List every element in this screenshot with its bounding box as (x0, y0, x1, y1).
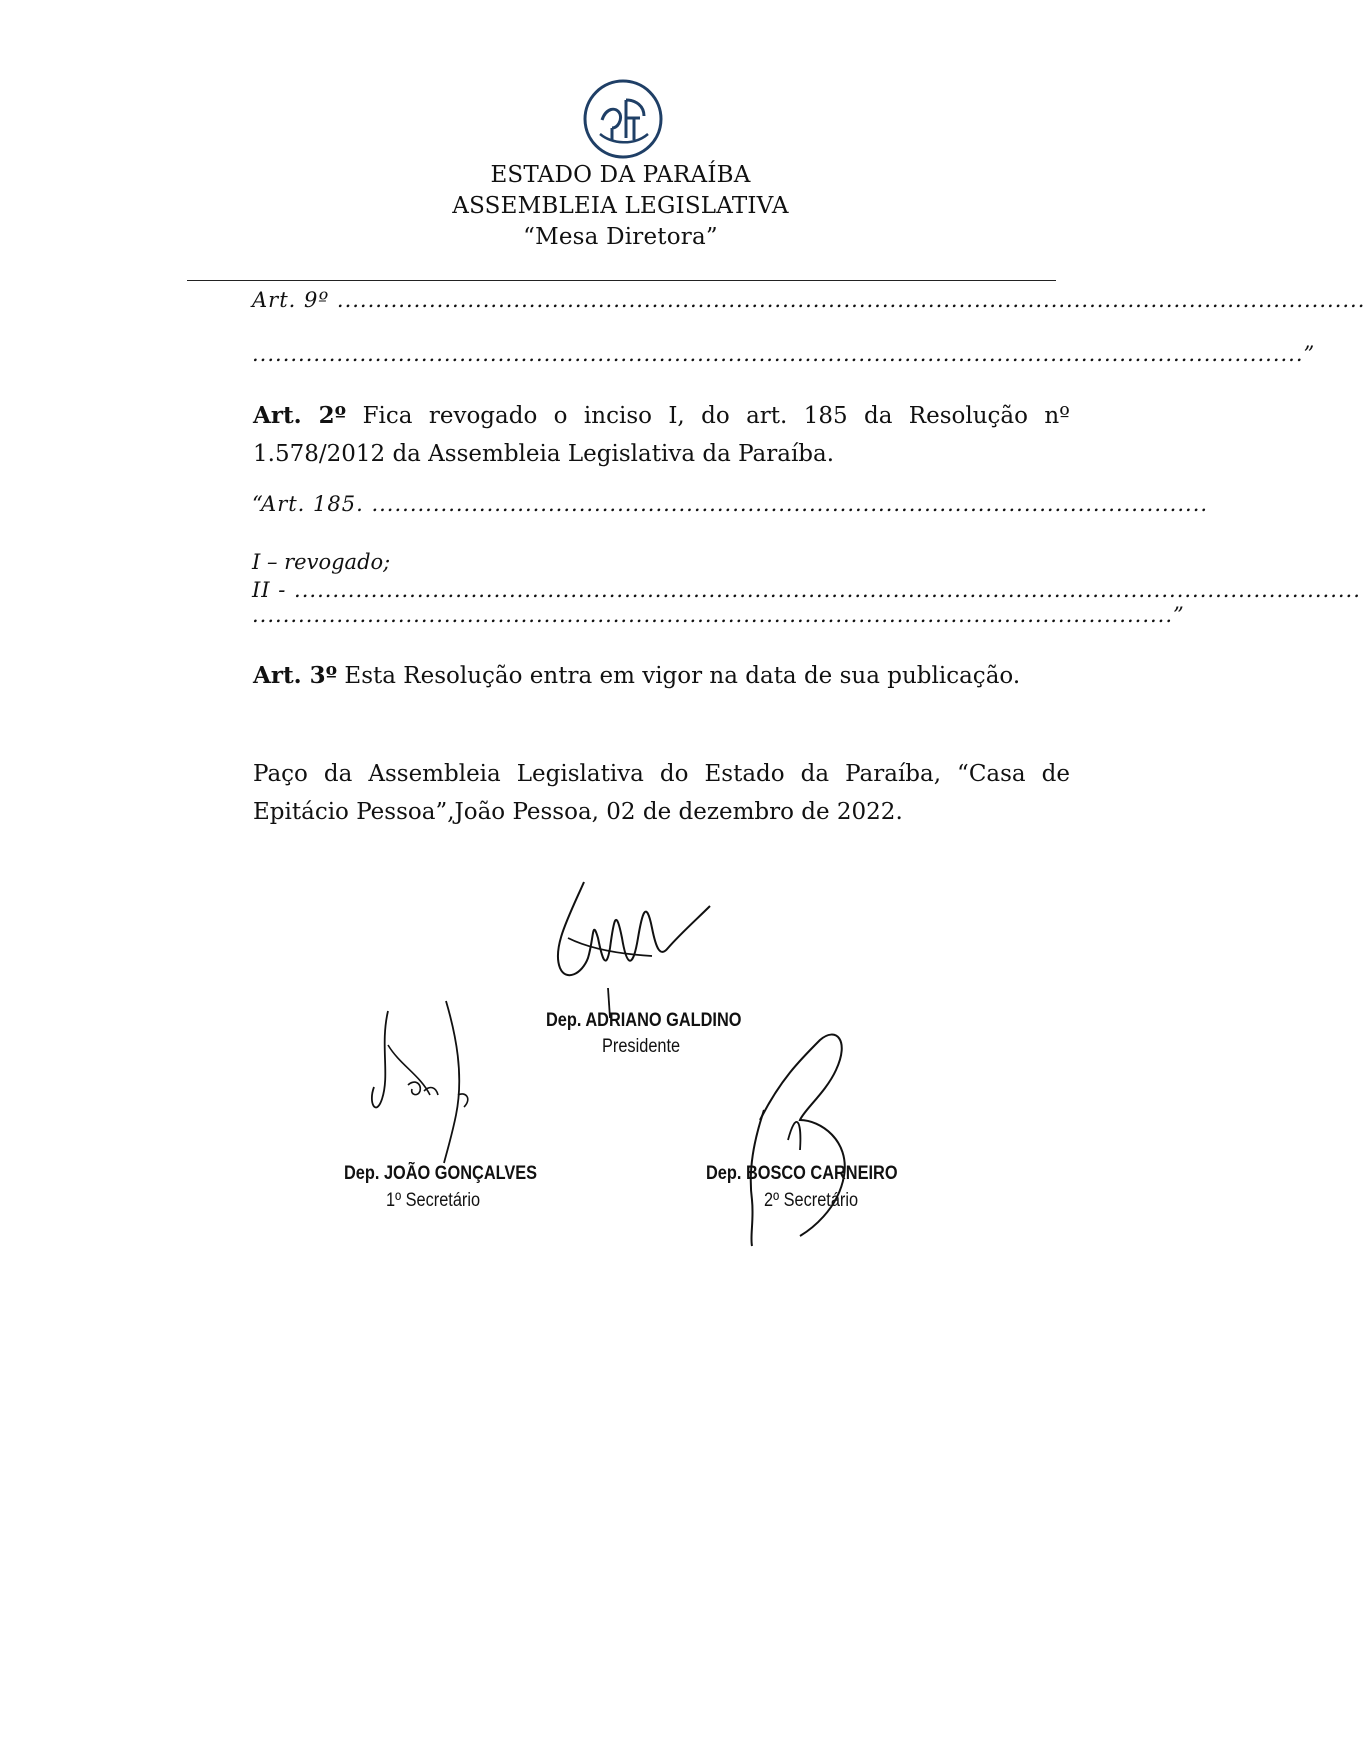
article-3-label: Art. 3º (253, 662, 338, 689)
first-secretary-role: 1º Secretário (386, 1190, 481, 1211)
quote-art185-line2: I – revogado; (252, 550, 391, 574)
second-secretary-name: Dep. BOSCO CARNEIRO (706, 1163, 898, 1184)
quote-art185-line1: “Art. 185. ............................................................................................................. (252, 492, 1209, 516)
article-2-label: Art. 2º (253, 402, 347, 429)
seal-icon (582, 78, 664, 160)
second-secretary-signature (740, 1020, 870, 1250)
header-assembly: ASSEMBLEIA LEGISLATIVA (452, 193, 789, 219)
header-divider (187, 280, 1056, 281)
president-signature (548, 878, 718, 1018)
article-2 (178, 397, 1070, 473)
second-secretary-role: 2º Secretário (764, 1190, 859, 1211)
first-secretary-signature (360, 995, 490, 1165)
president-role: Presidente (602, 1036, 681, 1057)
closing-text: Paço da Assembleia Legislativa do Estado da Paraíba, “Casa de Epitácio Pessoa”,João Pessoa, 02 de dezembro de 2022. (253, 761, 1070, 825)
quote-art185-line4: ........................................................................................................................” (252, 603, 1185, 627)
quote-art9-line2: .........................................................................................................................................” (252, 342, 1316, 366)
header-board: “Mesa Diretora” (523, 224, 718, 250)
article-3 (178, 657, 1070, 695)
article-3-text: Esta Resolução entra em vigor na data de sua publicação. (337, 663, 1021, 689)
article-2-text: Fica revogado o inciso I, do art. 185 da Resolução nº 1.578/2012 da Assembleia Legislativa da Paraíba. (253, 403, 1070, 467)
president-name: Dep. ADRIANO GALDINO (546, 1010, 742, 1031)
header-state: ESTADO DA PARAÍBA (490, 162, 751, 188)
quote-art9-line1: Art. 9º ...................................................................................................................................... (252, 288, 1365, 312)
quote-art185-line3: II - ........................................................................................................................................... (252, 578, 1361, 602)
first-secretary-name: Dep. JOÃO GONÇALVES (344, 1163, 538, 1184)
closing-paragraph (178, 755, 1070, 831)
